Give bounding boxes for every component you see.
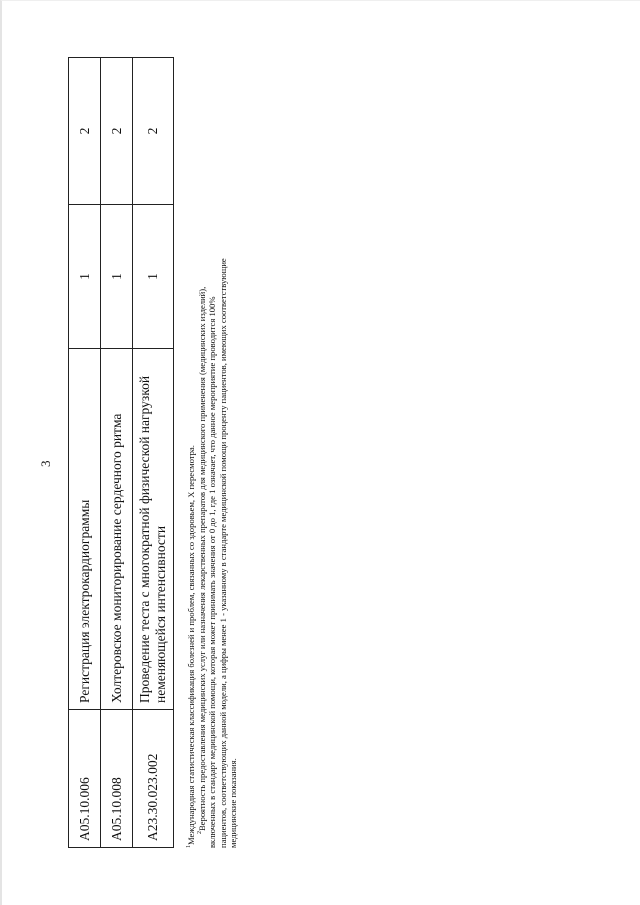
service-code: A05.10.008 xyxy=(101,710,133,848)
frequency-value: 1 xyxy=(69,205,101,349)
footnote-2-text: Вероятность предоставления медицинских услуг или назначения лекарственных препаратов для медицинского применения (медицинских изделий), включенных в стандарт медицинской помощи, которая может принимать значения от 0 до 1, где 1 означает, что данное мероприятие проводится 100% пациентов, соответствующих данной модели, а цифры менее 1 - указанному в стандарте медицинской помощи проценту пациентов, имеющих соответствующие медицинские показания. xyxy=(196,258,238,848)
service-code: A23.30.023.002 xyxy=(133,710,174,848)
footnote-2-marker: 2 xyxy=(196,831,203,834)
footnote-2 xyxy=(197,258,239,848)
multiplicity-value: 2 xyxy=(133,58,174,205)
frequency-value: 1 xyxy=(101,205,133,349)
table-row xyxy=(69,58,101,848)
service-name: Холтеровское мониторирование сердечного ритма xyxy=(101,349,133,710)
multiplicity-value: 2 xyxy=(69,58,101,205)
page-number: 3 xyxy=(38,460,53,467)
footnote-1-marker: 1 xyxy=(186,845,193,848)
footnote-1 xyxy=(186,258,197,848)
footnotes xyxy=(186,258,239,848)
table-row xyxy=(133,58,174,848)
service-code: A05.10.006 xyxy=(69,710,101,848)
services-table xyxy=(68,57,174,848)
service-name: Проведение теста с многократной физической нагрузкой неменяющейся интенсивности xyxy=(133,349,174,710)
service-name: Регистрация электрокардиограммы xyxy=(69,349,101,710)
table-row xyxy=(101,58,133,848)
frequency-value: 1 xyxy=(133,205,174,349)
multiplicity-value: 2 xyxy=(101,58,133,205)
footnote-1-text: Международная статистическая классификация болезней и проблем, связанных со здоровьем, X пересмотра. xyxy=(186,445,196,845)
